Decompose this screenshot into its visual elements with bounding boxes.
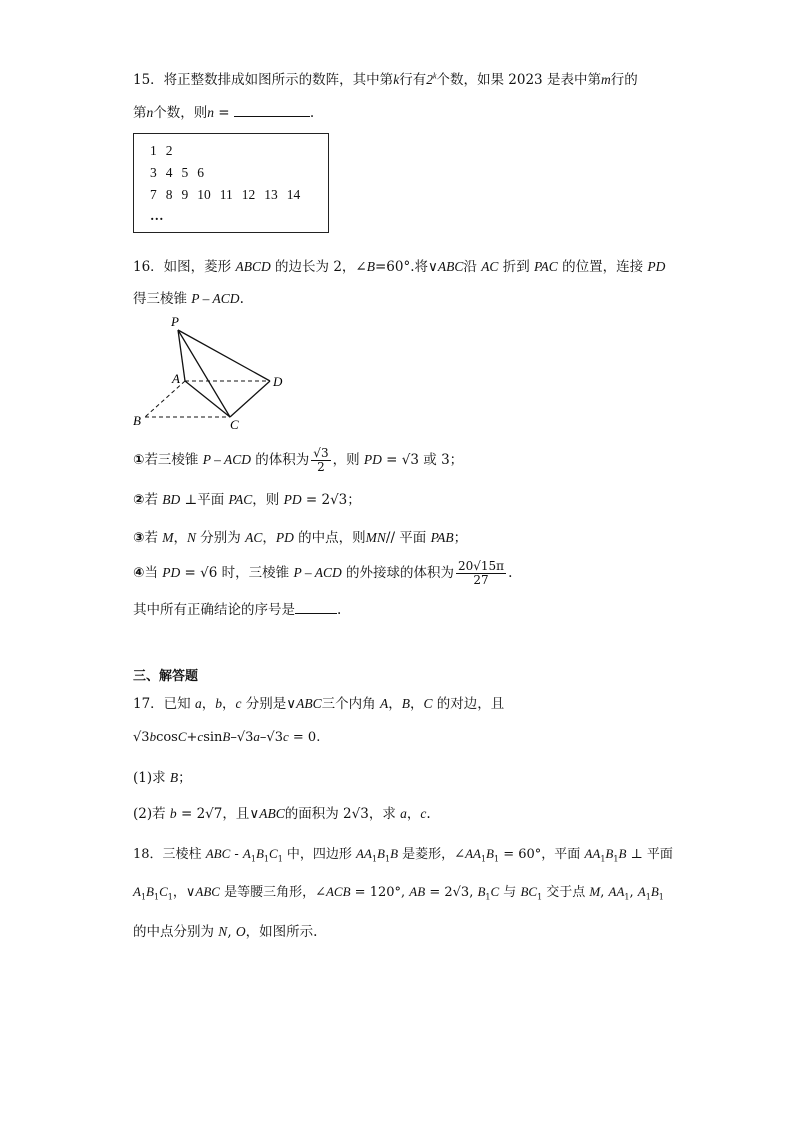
- q16-statement-4: ④当 PD = √6 时，三棱锥 P – ACD 的外接球的体积为 $\frac{20√15\pi}{27}$ .: [133, 559, 513, 587]
- answer-blank[interactable]: [234, 104, 310, 117]
- label-D: D: [273, 374, 283, 389]
- label-P: P: [171, 314, 179, 329]
- q18-line1: 18．三棱柱 ABC - $A_1B_1C_1$ 中，四边形 $AA_1B_1B$ 是菱形，$\angle AA_1B_1 = 60^\circ$，平面 $AA_1B_1B$ ⊥ 平面: [133, 846, 673, 864]
- label-B: B: [133, 413, 141, 428]
- edge-CD: [230, 381, 270, 417]
- pyramid-figure: [130, 310, 300, 435]
- q16-statement-3: ③若 M，N 分别为 AC，PD 的中点，则MN// 平面 PAB；: [133, 530, 468, 546]
- table-row: 1 2: [150, 143, 173, 158]
- edge-PD: [178, 330, 270, 381]
- table-row: 7 8 9 10 11 12 13 14: [150, 187, 301, 202]
- answer-blank[interactable]: [295, 601, 337, 614]
- section-title: 三、解答题: [133, 669, 199, 684]
- q18-line2: $A_1B_1C_1$，∨ABC 是等腰三角形，∠ACB = 120°, AB = 2√3, $B_1C$ 与 $BC_1$ 交于点 M, $AA_1$, $A_1B_1$: [133, 884, 664, 902]
- edge-PC: [178, 330, 230, 417]
- q15-line1: 15．将正整数排成如图所示的数阵，其中第k行有2$^k$个数，如果 2023 是表中第m行的: [133, 71, 638, 88]
- number-array-table: [133, 133, 329, 233]
- q18-line3: 的中点分别为 N, O，如图所示.: [133, 924, 318, 940]
- q16-line2: 得三棱锥 P – ACD.: [133, 291, 244, 307]
- table-row: 3 4 5 6: [150, 165, 204, 180]
- q16-line1: 16．如图，菱形 ABCD 的边长为 2，∠B=60°.将∨ABC沿 AC 折到 PAC 的位置，连接 PD: [133, 259, 666, 275]
- q16-statement-2: ②若 BD ⊥平面 PAC，则 PD = 2√3；: [133, 492, 361, 508]
- q17-line1: 17．已知 a，b，c 分别是∨ABC三个内角 A，B，C 的对边，且: [133, 696, 505, 712]
- edge-AB: [145, 381, 185, 417]
- fraction: $\frac{√3}{2}$: [313, 446, 329, 474]
- fraction: $\frac{20√15\pi}{27}$: [458, 559, 505, 587]
- q16-ask: 其中所有正确结论的序号是 .: [133, 602, 342, 618]
- label-A: A: [172, 371, 180, 386]
- q17-part-1: (1)求 B；: [133, 770, 192, 786]
- table-row: …: [150, 208, 164, 223]
- q15-line2: 第n个数，则n = .: [133, 105, 315, 121]
- edge-AC: [185, 381, 230, 417]
- q16-statement-1: ①若三棱锥 P – ACD 的体积为 $\frac{√3}{2}$ ，则 PD = √3 或 3；: [133, 446, 464, 474]
- q17-equation: √3bcosC+csinB–√3a–√3c = 0.: [133, 729, 321, 745]
- q17-part-2: (2)若 b = 2√7，且∨ABC的面积为 2√3，求 a，c.: [133, 806, 431, 822]
- label-C: C: [230, 417, 239, 432]
